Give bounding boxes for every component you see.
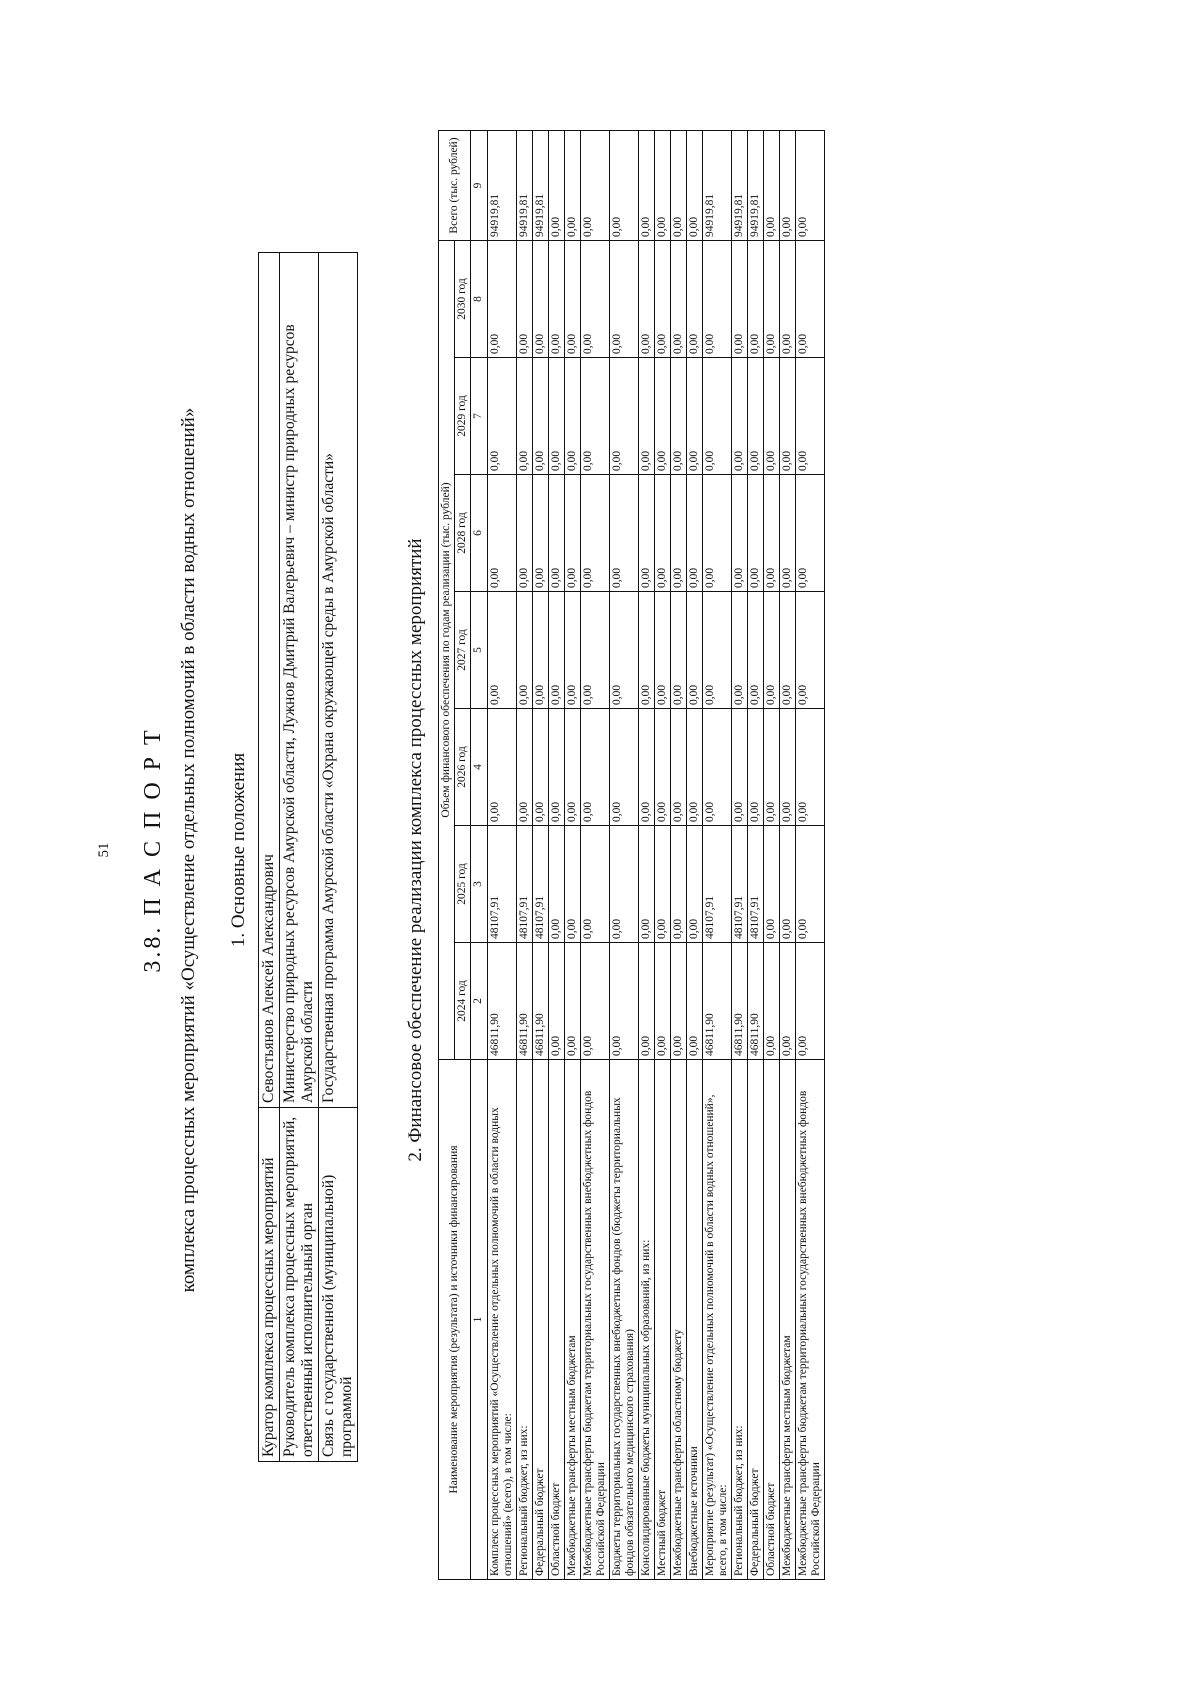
row-total-value: 0,00 bbox=[780, 131, 796, 241]
col-header-year: 2026 год bbox=[455, 709, 471, 826]
row-year-value: 48107,91 bbox=[533, 826, 549, 943]
section2-heading: 2. Финансовое обеспечение реализации комплекса процессных мероприятий bbox=[405, 538, 426, 1162]
basic-info-table bbox=[258, 252, 358, 1462]
row-year-value: 48107,91 bbox=[732, 826, 748, 943]
col-header-year: 2027 год bbox=[455, 592, 471, 709]
row-year-value: 0,00 bbox=[687, 592, 703, 709]
table-row bbox=[655, 131, 671, 1580]
row-year-value: 0,00 bbox=[748, 475, 764, 592]
row-total-value: 0,00 bbox=[671, 131, 687, 241]
table-row bbox=[764, 131, 780, 1580]
row-year-value: 0,00 bbox=[488, 241, 517, 358]
row-year-value: 0,00 bbox=[533, 241, 549, 358]
row-year-value: 46811,90 bbox=[732, 943, 748, 1060]
row-name: Бюджеты территориальных государственных внебюджетных фондов (бюджеты территориальных фондов обязательного медицинского страхования) bbox=[610, 1060, 639, 1580]
row-year-value: 0,00 bbox=[639, 709, 655, 826]
row-year-value: 0,00 bbox=[748, 241, 764, 358]
row-year-value: 0,00 bbox=[764, 592, 780, 709]
row-year-value: 0,00 bbox=[549, 475, 565, 592]
section1-heading: 1. Основные положения bbox=[228, 752, 249, 948]
row-year-value: 0,00 bbox=[655, 358, 671, 475]
row-name: Консолидированные бюджеты муниципальных образований, из них: bbox=[639, 1060, 655, 1580]
row-year-value: 0,00 bbox=[703, 241, 732, 358]
row-year-value: 0,00 bbox=[581, 709, 610, 826]
row-year-value: 0,00 bbox=[732, 592, 748, 709]
row-year-value: 0,00 bbox=[732, 475, 748, 592]
column-number: 5 bbox=[471, 592, 488, 709]
row-year-value: 0,00 bbox=[655, 826, 671, 943]
row-total-value: 0,00 bbox=[549, 131, 565, 241]
row-total-value: 0,00 bbox=[655, 131, 671, 241]
table-row bbox=[748, 131, 764, 1580]
table-row bbox=[549, 131, 565, 1580]
row-year-value: 0,00 bbox=[687, 943, 703, 1060]
row-year-value: 0,00 bbox=[796, 475, 825, 592]
col-header-year: 2030 год bbox=[455, 241, 471, 358]
document-subtitle: комплекса процессных мероприятий «Осуществление отдельных полномочий в области водных отношений» bbox=[178, 407, 199, 1293]
row-year-value: 46811,90 bbox=[517, 943, 533, 1060]
row-year-value: 0,00 bbox=[581, 943, 610, 1060]
row-year-value: 0,00 bbox=[703, 475, 732, 592]
row-year-value: 0,00 bbox=[780, 475, 796, 592]
row-year-value: 0,00 bbox=[796, 241, 825, 358]
row-year-value: 48107,91 bbox=[703, 826, 732, 943]
column-number: 4 bbox=[471, 709, 488, 826]
info-row bbox=[280, 253, 319, 1462]
col-header-year: 2024 год bbox=[455, 943, 471, 1060]
row-year-value: 0,00 bbox=[671, 709, 687, 826]
row-year-value: 0,00 bbox=[565, 709, 581, 826]
row-year-value: 0,00 bbox=[780, 592, 796, 709]
row-year-value: 0,00 bbox=[703, 358, 732, 475]
row-year-value: 0,00 bbox=[533, 709, 549, 826]
row-year-value: 0,00 bbox=[764, 241, 780, 358]
row-year-value: 0,00 bbox=[687, 826, 703, 943]
table-row bbox=[732, 131, 748, 1580]
row-year-value: 0,00 bbox=[655, 241, 671, 358]
info-value-program: Государственная программа Амурской области «Охрана окружающей среды в Амурской области» bbox=[319, 253, 358, 1108]
table-row bbox=[517, 131, 533, 1580]
page-number: 51 bbox=[96, 842, 112, 858]
row-year-value: 0,00 bbox=[517, 358, 533, 475]
row-year-value: 0,00 bbox=[780, 826, 796, 943]
row-year-value: 0,00 bbox=[780, 241, 796, 358]
row-year-value: 46811,90 bbox=[488, 943, 517, 1060]
info-value-head: Министерство природных ресурсов Амурской области, Лужнов Дмитрий Валерьевич – министр природных ресурсов Амурской области bbox=[280, 253, 319, 1108]
row-name: Местный бюджет bbox=[655, 1060, 671, 1580]
row-year-value: 0,00 bbox=[639, 241, 655, 358]
row-year-value: 0,00 bbox=[610, 826, 639, 943]
row-year-value: 48107,91 bbox=[488, 826, 517, 943]
row-year-value: 0,00 bbox=[639, 826, 655, 943]
column-number: 9 bbox=[471, 131, 488, 241]
row-year-value: 46811,90 bbox=[533, 943, 549, 1060]
row-year-value: 0,00 bbox=[639, 943, 655, 1060]
row-year-value: 0,00 bbox=[517, 592, 533, 709]
row-year-value: 0,00 bbox=[796, 358, 825, 475]
column-number: 1 bbox=[471, 1060, 488, 1580]
row-year-value: 0,00 bbox=[610, 475, 639, 592]
row-year-value: 0,00 bbox=[639, 592, 655, 709]
row-name: Межбюджетные трансферты местным бюджетам bbox=[565, 1060, 581, 1580]
col-header-name: Наименование мероприятия (результата) и источники финансирования bbox=[439, 1060, 471, 1580]
row-total-value: 94919,81 bbox=[748, 131, 764, 241]
row-total-value: 0,00 bbox=[565, 131, 581, 241]
table-row bbox=[610, 131, 639, 1580]
row-year-value: 0,00 bbox=[639, 358, 655, 475]
row-year-value: 0,00 bbox=[764, 826, 780, 943]
row-year-value: 0,00 bbox=[533, 358, 549, 475]
row-year-value: 0,00 bbox=[748, 709, 764, 826]
table-row bbox=[488, 131, 517, 1580]
row-total-value: 94919,81 bbox=[488, 131, 517, 241]
row-total-value: 0,00 bbox=[639, 131, 655, 241]
table-row bbox=[780, 131, 796, 1580]
row-year-value: 0,00 bbox=[655, 709, 671, 826]
info-label-curator: Куратор комплекса процессных мероприятий bbox=[259, 1108, 280, 1462]
row-year-value: 0,00 bbox=[655, 592, 671, 709]
row-year-value: 0,00 bbox=[488, 709, 517, 826]
row-year-value: 0,00 bbox=[764, 475, 780, 592]
row-name: Комплекс процессных мероприятий «Осуществление отдельных полномочий в области водных отношений» (всего), в том числе: bbox=[488, 1060, 517, 1580]
row-year-value: 0,00 bbox=[488, 592, 517, 709]
row-year-value: 48107,91 bbox=[748, 826, 764, 943]
row-total-value: 0,00 bbox=[610, 131, 639, 241]
row-name: Межбюджетные трансферты бюджетам территориальных государственных внебюджетных фондов Российской Федерации bbox=[581, 1060, 610, 1580]
table-row bbox=[565, 131, 581, 1580]
row-year-value: 0,00 bbox=[565, 241, 581, 358]
col-header-year: 2029 год bbox=[455, 358, 471, 475]
row-year-value: 0,00 bbox=[549, 358, 565, 475]
row-year-value: 0,00 bbox=[488, 475, 517, 592]
row-total-value: 94919,81 bbox=[517, 131, 533, 241]
row-year-value: 0,00 bbox=[533, 475, 549, 592]
row-year-value: 0,00 bbox=[764, 943, 780, 1060]
row-year-value: 0,00 bbox=[549, 241, 565, 358]
row-year-value: 0,00 bbox=[687, 475, 703, 592]
row-year-value: 0,00 bbox=[671, 943, 687, 1060]
table-row bbox=[581, 131, 610, 1580]
table-row bbox=[796, 131, 825, 1580]
financing-table bbox=[438, 130, 825, 1580]
row-name: Региональный бюджет, из них: bbox=[732, 1060, 748, 1580]
row-name: Межбюджетные трансферты областному бюджету bbox=[671, 1060, 687, 1580]
row-year-value: 0,00 bbox=[655, 475, 671, 592]
row-year-value: 46811,90 bbox=[748, 943, 764, 1060]
row-total-value: 0,00 bbox=[687, 131, 703, 241]
table-row bbox=[703, 131, 732, 1580]
row-year-value: 0,00 bbox=[671, 592, 687, 709]
row-year-value: 0,00 bbox=[549, 826, 565, 943]
column-number: 2 bbox=[471, 943, 488, 1060]
row-year-value: 0,00 bbox=[517, 241, 533, 358]
row-year-value: 48107,91 bbox=[517, 826, 533, 943]
financing-table-body bbox=[488, 131, 825, 1580]
row-year-value: 0,00 bbox=[732, 709, 748, 826]
row-name: Областной бюджет bbox=[549, 1060, 565, 1580]
row-year-value: 0,00 bbox=[687, 709, 703, 826]
row-year-value: 0,00 bbox=[780, 943, 796, 1060]
row-year-value: 0,00 bbox=[764, 358, 780, 475]
row-year-value: 0,00 bbox=[732, 241, 748, 358]
row-total-value: 0,00 bbox=[796, 131, 825, 241]
table-row bbox=[671, 131, 687, 1580]
table-row bbox=[639, 131, 655, 1580]
row-year-value: 0,00 bbox=[780, 358, 796, 475]
row-year-value: 0,00 bbox=[796, 592, 825, 709]
row-year-value: 0,00 bbox=[565, 358, 581, 475]
row-year-value: 0,00 bbox=[549, 592, 565, 709]
column-number: 7 bbox=[471, 358, 488, 475]
row-year-value: 0,00 bbox=[610, 592, 639, 709]
row-name: Мероприятие (результат) «Осуществление отдельных полномочий в области водных отношений», всего, в том числе: bbox=[703, 1060, 732, 1580]
row-year-value: 0,00 bbox=[610, 943, 639, 1060]
row-name: Федеральный бюджет bbox=[748, 1060, 764, 1580]
row-name: Региональный бюджет, из них: bbox=[517, 1060, 533, 1580]
row-year-value: 0,00 bbox=[671, 241, 687, 358]
row-name: Внебюджетные источники bbox=[687, 1060, 703, 1580]
info-label-head: Руководитель комплекса процессных мероприятий, ответственный исполнительный орган bbox=[280, 1108, 319, 1462]
column-number: 3 bbox=[471, 826, 488, 943]
column-number-row bbox=[471, 131, 488, 1580]
row-year-value: 0,00 bbox=[732, 358, 748, 475]
row-total-value: 0,00 bbox=[581, 131, 610, 241]
row-total-value: 94919,81 bbox=[533, 131, 549, 241]
row-year-value: 0,00 bbox=[639, 475, 655, 592]
info-row bbox=[319, 253, 358, 1462]
column-number: 8 bbox=[471, 241, 488, 358]
col-header-years-group: Объем финансового обеспечения по годам реализации (тыс. рублей) bbox=[439, 241, 455, 1060]
row-year-value: 46811,90 bbox=[703, 943, 732, 1060]
table-row bbox=[533, 131, 549, 1580]
row-year-value: 0,00 bbox=[517, 475, 533, 592]
row-year-value: 0,00 bbox=[565, 826, 581, 943]
row-name: Межбюджетные трансферты местным бюджетам bbox=[780, 1060, 796, 1580]
row-year-value: 0,00 bbox=[671, 826, 687, 943]
info-row bbox=[259, 253, 280, 1462]
row-year-value: 0,00 bbox=[703, 709, 732, 826]
row-year-value: 0,00 bbox=[671, 475, 687, 592]
row-year-value: 0,00 bbox=[764, 709, 780, 826]
row-name: Областной бюджет bbox=[764, 1060, 780, 1580]
row-year-value: 0,00 bbox=[748, 592, 764, 709]
row-year-value: 0,00 bbox=[610, 709, 639, 826]
row-year-value: 0,00 bbox=[565, 943, 581, 1060]
row-year-value: 0,00 bbox=[517, 709, 533, 826]
col-header-total: Всего (тыс. рублей) bbox=[439, 131, 471, 241]
column-number: 6 bbox=[471, 475, 488, 592]
info-label-program: Связь с государственной (муниципальной) программой bbox=[319, 1108, 358, 1462]
row-year-value: 0,00 bbox=[581, 358, 610, 475]
row-year-value: 0,00 bbox=[703, 592, 732, 709]
document-title: 3.8. П А С П О Р Т bbox=[140, 727, 166, 973]
row-total-value: 94919,81 bbox=[703, 131, 732, 241]
row-year-value: 0,00 bbox=[581, 475, 610, 592]
row-year-value: 0,00 bbox=[549, 709, 565, 826]
row-year-value: 0,00 bbox=[748, 358, 764, 475]
row-total-value: 94919,81 bbox=[732, 131, 748, 241]
row-year-value: 0,00 bbox=[671, 358, 687, 475]
row-year-value: 0,00 bbox=[488, 358, 517, 475]
info-value-curator: Севостьянов Алексей Александрович bbox=[259, 253, 280, 1108]
row-year-value: 0,00 bbox=[687, 358, 703, 475]
row-year-value: 0,00 bbox=[796, 709, 825, 826]
row-year-value: 0,00 bbox=[796, 943, 825, 1060]
row-total-value: 0,00 bbox=[764, 131, 780, 241]
table-row bbox=[687, 131, 703, 1580]
row-year-value: 0,00 bbox=[687, 241, 703, 358]
row-year-value: 0,00 bbox=[780, 709, 796, 826]
row-year-value: 0,00 bbox=[581, 241, 610, 358]
row-year-value: 0,00 bbox=[549, 943, 565, 1060]
col-header-year: 2028 год bbox=[455, 475, 471, 592]
row-year-value: 0,00 bbox=[581, 592, 610, 709]
row-year-value: 0,00 bbox=[565, 592, 581, 709]
row-year-value: 0,00 bbox=[610, 241, 639, 358]
row-year-value: 0,00 bbox=[655, 943, 671, 1060]
row-year-value: 0,00 bbox=[610, 358, 639, 475]
row-name: Федеральный бюджет bbox=[533, 1060, 549, 1580]
row-year-value: 0,00 bbox=[581, 826, 610, 943]
col-header-year: 2025 год bbox=[455, 826, 471, 943]
row-year-value: 0,00 bbox=[565, 475, 581, 592]
row-name: Межбюджетные трансферты бюджетам территориальных государственных внебюджетных фондов Российской Федерации bbox=[796, 1060, 825, 1580]
row-year-value: 0,00 bbox=[796, 826, 825, 943]
row-year-value: 0,00 bbox=[533, 592, 549, 709]
